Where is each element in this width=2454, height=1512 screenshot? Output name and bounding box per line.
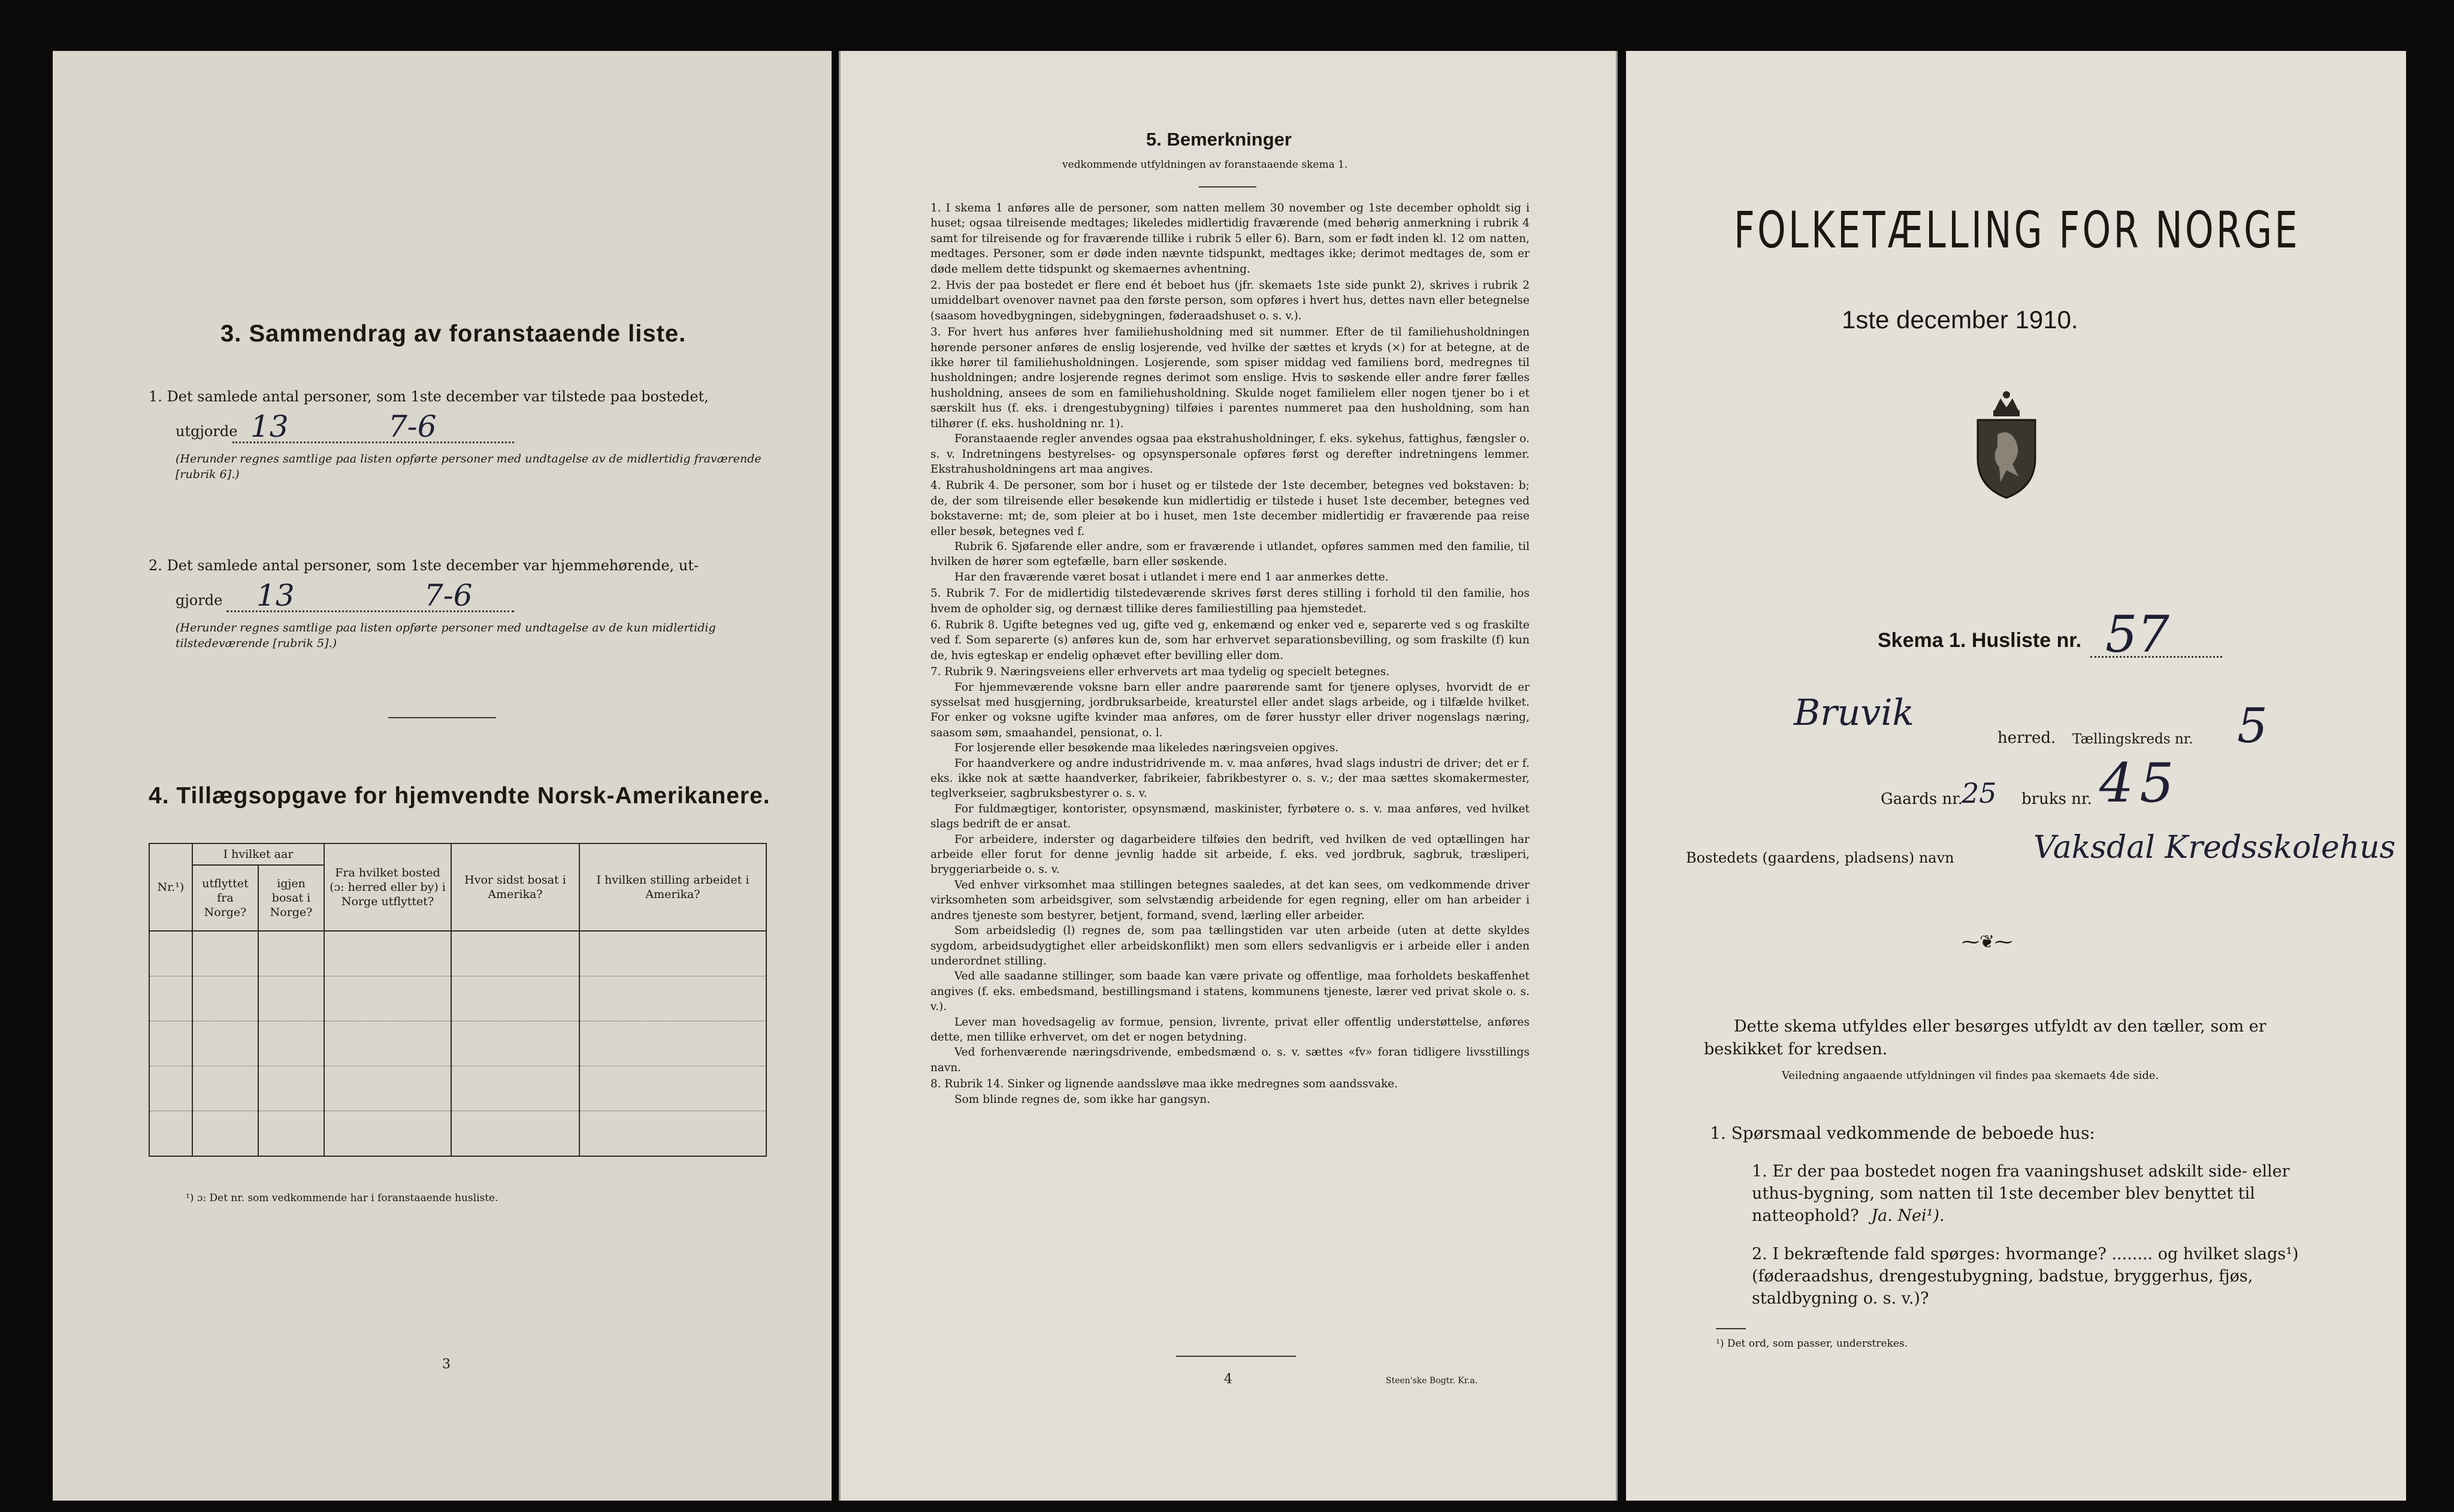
remark-7i: Ved alle saadanne stillinger, som baade kan være private og offentlige, maa forholdets beskaffenhet angives (f. eks. embedsmand, bestillingsmand i statens, kommunens tjeneste, lærer ved privat skole o. s. v.). [930,970,1530,1014]
remark-8: 8. Rubrik 14. Sinker og lignende aandssløve maa ikke medregnes som aandssvake. [930,1078,1398,1091]
remarks-list [930,201,1530,1107]
remark-7g: Ved enhver virksomhet maa stillingen betegnes saaledes, at det kan sees, om vedkommende driver virksomheten som arbeidsgiver, som selvstændig arbeidende for egen regning, eller om han arbeider i andres tjeneste som bestyrer, betjent, formand, svend, lærling eller arbeider. [930,878,1530,922]
kreds-value: 5 [2237,698,2268,754]
norsk-amerikanere-table [149,843,767,1157]
bosted-label: Bostedets (gaardens, pladsens) navn [1686,849,1954,866]
col-igjen-bosat: igjen bosat i Norge? [258,865,324,931]
remark-3: 3. For hvert hus anføres hver familiehusholdning med sit nummer. Efter de til familiehusholdningen hørende personer anføres de enslig losjerende, ved hvilke der sættes et kryds (×) for at betegne, at de ikke hører til familiehusholdningen. Losjerende, som spiser middag ved familiens bord, medregnes til husholdningen; andre losjerende regnes derimot som enslige. Hvis to søskende eller andre fører fælles husholdning, ansees de som en familiehusholdning. Skulde noget familielem eller nogen tjener bo i et særskilt hus (f. eks. i drengestubygning) tilføies i parentes nummeret paa den husholdning, som han tilhører (f. eks. husholdning nr. 1). [930,326,1530,430]
remarks-subheading: vedkommende utfyldningen av foranstaaende skema 1. [1062,159,1348,171]
remark-7j: Lever man hovedsagelig av formue, pension, livrente, privat eller offentlig understøttelse, anføres dette, men tillike erhvervet, om det er nogen betydning. [930,1015,1530,1044]
ornament-icon: ⁓❦⁓ [1962,932,2013,952]
remarks-rule [1199,186,1256,188]
husliste-dotline [2090,655,2222,658]
item2-prefix: gjorde [176,592,223,609]
left-page [53,51,832,1501]
col-nr: Nr.¹) [149,843,192,931]
table-row [149,931,766,976]
question-2: 2. I bekræftende fald spørges: hvormange? ........ og hvilket slags¹) (føderaadshus, drengestubygning, badstue, bryggerhus, fjøs, staldbygning o. s. v.)? [1752,1245,2299,1308]
table-footnote: ¹) ɔ: Det nr. som vedkommende har i foranstaaende husliste. [186,1192,498,1204]
page-number-4: 4 [1224,1372,1232,1387]
remark-7h: Som arbeidsledig (l) regnes de, som paa tællingstiden var uten arbeide (uten at dette skyldes sygdom, arbeidsudygtighet eller arbeidskonflikt) men som ellers sedvanligvis er i arbeide eller i anden underordnet stilling. [930,924,1530,967]
remark-7k: Ved forhenværende næringsdrivende, embedsmænd o. s. v. sættes «fv» foran tidligere livsstillings navn. [930,1046,1530,1074]
page-number-3: 3 [442,1357,451,1372]
husliste-nr: 57 [2105,605,2169,664]
item2-dotline [226,609,514,612]
bruks-value: 45 [2099,752,2180,815]
bosted-value: Vaksdal Kredsskolehus [2033,830,2396,866]
question-heading: 1. Spørsmaal vedkommende de beboede hus: [1710,1123,2095,1143]
col-group-year: I hvilket aar [192,843,324,865]
coat-of-arms-icon [1965,386,2048,500]
item2-note: (Herunder regnes samtlige paa listen opførte personer med undtagelse av de kun midlertidig tilstedeværende [rubrik 5].) [176,621,716,650]
item1-dotline [232,440,514,443]
printer-mark: Steen'ske Bogtr. Kr.a. [1386,1376,1478,1386]
remark-4: 4. Rubrik 4. De personer, som bor i huset og er tilstede der 1ste december, betegnes ved bokstaven: b; de, der som tilreisende eller besøkende kun midlertidig er tilstede i huset 1ste december, betegnes ved bokstaverne: mt; de, som pleier at bo i huset, men 1ste december midlertidig er fraværende paa reise eller besøk, betegnes ved f. [930,479,1530,538]
question-1-answer: Ja. Nei¹). [1871,1206,1945,1225]
middle-page [839,51,1618,1501]
remark-4c: Har den fraværende været bosat i utlandet i mere end 1 aar anmerkes dette. [954,570,1389,583]
remark-7f: For arbeidere, inderster og dagarbeidere tilføies den bedrift, ved hvilken de ved optællingen har arbeide eller forut for denne jevnlig hadde sit arbeide, f. eks. ved jordbruk, sagbruk, træsliperi, bryggeriarbeide o. s. v. [930,833,1530,876]
census-date: 1ste december 1910. [1842,306,2078,334]
item2-extra: 7-6 [424,578,473,613]
table-row [149,1066,766,1111]
section3-heading: 3. Sammendrag av foranstaaende liste. [220,320,687,347]
table-row [149,1111,766,1157]
census-title: FOLKETÆLLING FOR NORGE [1734,201,2301,259]
item1-note: (Herunder regnes samtlige paa listen opførte personer med undtagelse av de midlertidig fraværende [rubrik 6].) [176,452,761,481]
remark-7c: For losjerende eller besøkende maa likeledes næringsveien opgives. [954,742,1339,755]
item1-value: 13 [250,409,289,444]
item1-line: 1. Det samlede antal personer, som 1ste december var tilstede paa bostedet, [149,388,709,405]
item1-prefix: utgjorde [176,423,238,440]
remark-8b: Som blinde regnes de, som ikke har gangsyn. [954,1093,1211,1106]
item2-value: 13 [256,578,295,613]
herred-value: Bruvik [1794,692,1914,734]
remark-4b: Rubrik 6. Sjøfarende eller andre, som er fraværende i utlandet, opføres sammen med den familie, til hvilken de hører som egtefælle, barn eller søskende. [930,540,1530,568]
gaards-value: 25 [1962,777,1997,809]
remarks-heading: 5. Bemerkninger [1146,129,1292,150]
section4-heading: 4. Tillægsopgave for hjemvendte Norsk-Amerikanere. [149,783,770,809]
col-bosat-amerika: Hvor sidst bosat i Amerika? [451,843,579,931]
table-row [149,976,766,1021]
bruks-label: bruks nr. [2021,790,2092,808]
right-footnote: ¹) Det ord, som passer, understrekes. [1716,1338,1908,1350]
herred-label: herred. [1997,729,2056,747]
instruction-text: Dette skema utfyldes eller besørges utfyldt av den tæller, som er beskikket for kredsen. [1704,1017,2266,1059]
remark-7: 7. Rubrik 9. Næringsveiens eller erhvervets art maa tydelig og specielt betegnes. [930,666,1390,679]
guidance-text: Veiledning angaaende utfyldningen vil findes paa skemaets 4de side. [1782,1069,2159,1082]
question-1 [1752,1160,2345,1227]
section-divider [388,717,496,718]
kreds-label: Tællingskreds nr. [2072,731,2193,747]
remark-7d: For haandverkere og andre industridrivende m. v. maa anføres, hvad slags industri de driver; det er f. eks. ikke nok at sætte haandverker, fabrikeier, fabrikbestyrer o. s. v.; der maa sættes skomakermester, teglverkseier, sagbruksbestyrer o. s. v. [930,757,1530,800]
remark-5: 5. Rubrik 7. For de midlertidig tilstedeværende skrives først deres stilling i forhold til den familie, hos hvem de opholder sig, og dernæst tillike deres familiestilling paa hjemstedet. [930,587,1530,615]
col-utflyttet: utflyttet fra Norge? [192,865,258,931]
gaards-label: Gaards nr. [1881,790,1963,808]
item1-extra: 7-6 [388,409,437,444]
footnote-rule [1716,1328,1746,1329]
remark-1: 1. I skema 1 anføres alle de personer, som natten mellem 30 november og 1ste december opholdt sig i huset; ogsaa tilreisende medtages; likeledes midlertidig fraværende (med behørig anmerkning i rubrik 4 samt for tilreisende og for fraværende tillike i rubrik 5 eller 6). Barn, som er født inden kl. 12 om natten, medtages. Personer, som er døde inden nævnte tidspunkt, medtages ikke; derimot medtages de, som er døde mellem dette tidspunkt og skemaernes avhentning. [930,202,1530,276]
schema-label: Skema 1. Husliste nr. [1878,629,2082,652]
item2-line: 2. Det samlede antal personer, som 1ste december var hjemmehørende, ut- [149,557,699,574]
right-page [1626,51,2406,1501]
remark-6: 6. Rubrik 8. Ugifte betegnes ved ug, gifte ved g, enkemænd og enker ved e, separerte ved s og fraskilte ved f. Som separerte (s) anføres kun de, som har erhvervet separationsbevilling, og som fraskilte (f) kun de, hvis egteskap er endelig ophævet efter bevilling eller dom. [930,618,1530,662]
table-row [149,1021,766,1066]
col-stilling: I hvilken stilling arbeidet i Amerika? [579,843,766,931]
remark-2: 2. Hvis der paa bostedet er flere end ét beboet hus (jfr. skemaets 1ste side punkt 2), skrives i rubrik 2 umiddelbart ovenover navnet paa den første person, som opføres i hvert hus, dettes navn eller betegnelse (saasom hovedbygningen, sidebygningen, føderaadshuset o. s. v.). [930,279,1530,322]
remark-7e: For fuldmægtiger, kontorister, opsynsmænd, maskinister, fyrbøtere o. s. v. maa anføres, ved hvilket slags bedrift de er ansat. [930,802,1530,831]
col-bosted-norge: Fra hvilket bosted (ɔ: herred eller by) i Norge utflyttet? [324,843,451,931]
remark-7b: For hjemmeværende voksne barn eller andre paarørende samt for tjenere oplyses, hvorvidt de er sysselsat med husgjerning, jordbruksarbeide, kreaturstel eller andet slags arbeide, og i tilfælde hvilket. For enker og voksne ugifte kvinder maa anføres, om de fører husstyr eller driver nogenslags næring, saasom søm, smaahandel, pensionat, o. l. [930,681,1530,739]
bottom-rule [1176,1356,1296,1357]
remark-3b: Foranstaaende regler anvendes ogsaa paa ekstrahusholdninger, f. eks. sykehus, fattighus, fængsler o. s. v. Indretningens bestyrelses- og opsynspersonale opføres først og derefter indretningens lemmer. Ekstrahusholdningens art maa angives. [930,433,1530,476]
question-1-text: 1. Er der paa bostedet nogen fra vaaningshuset adskilt side- eller uthus-bygning, som natten til 1ste december blev benyttet til natteophold? [1752,1162,2290,1225]
